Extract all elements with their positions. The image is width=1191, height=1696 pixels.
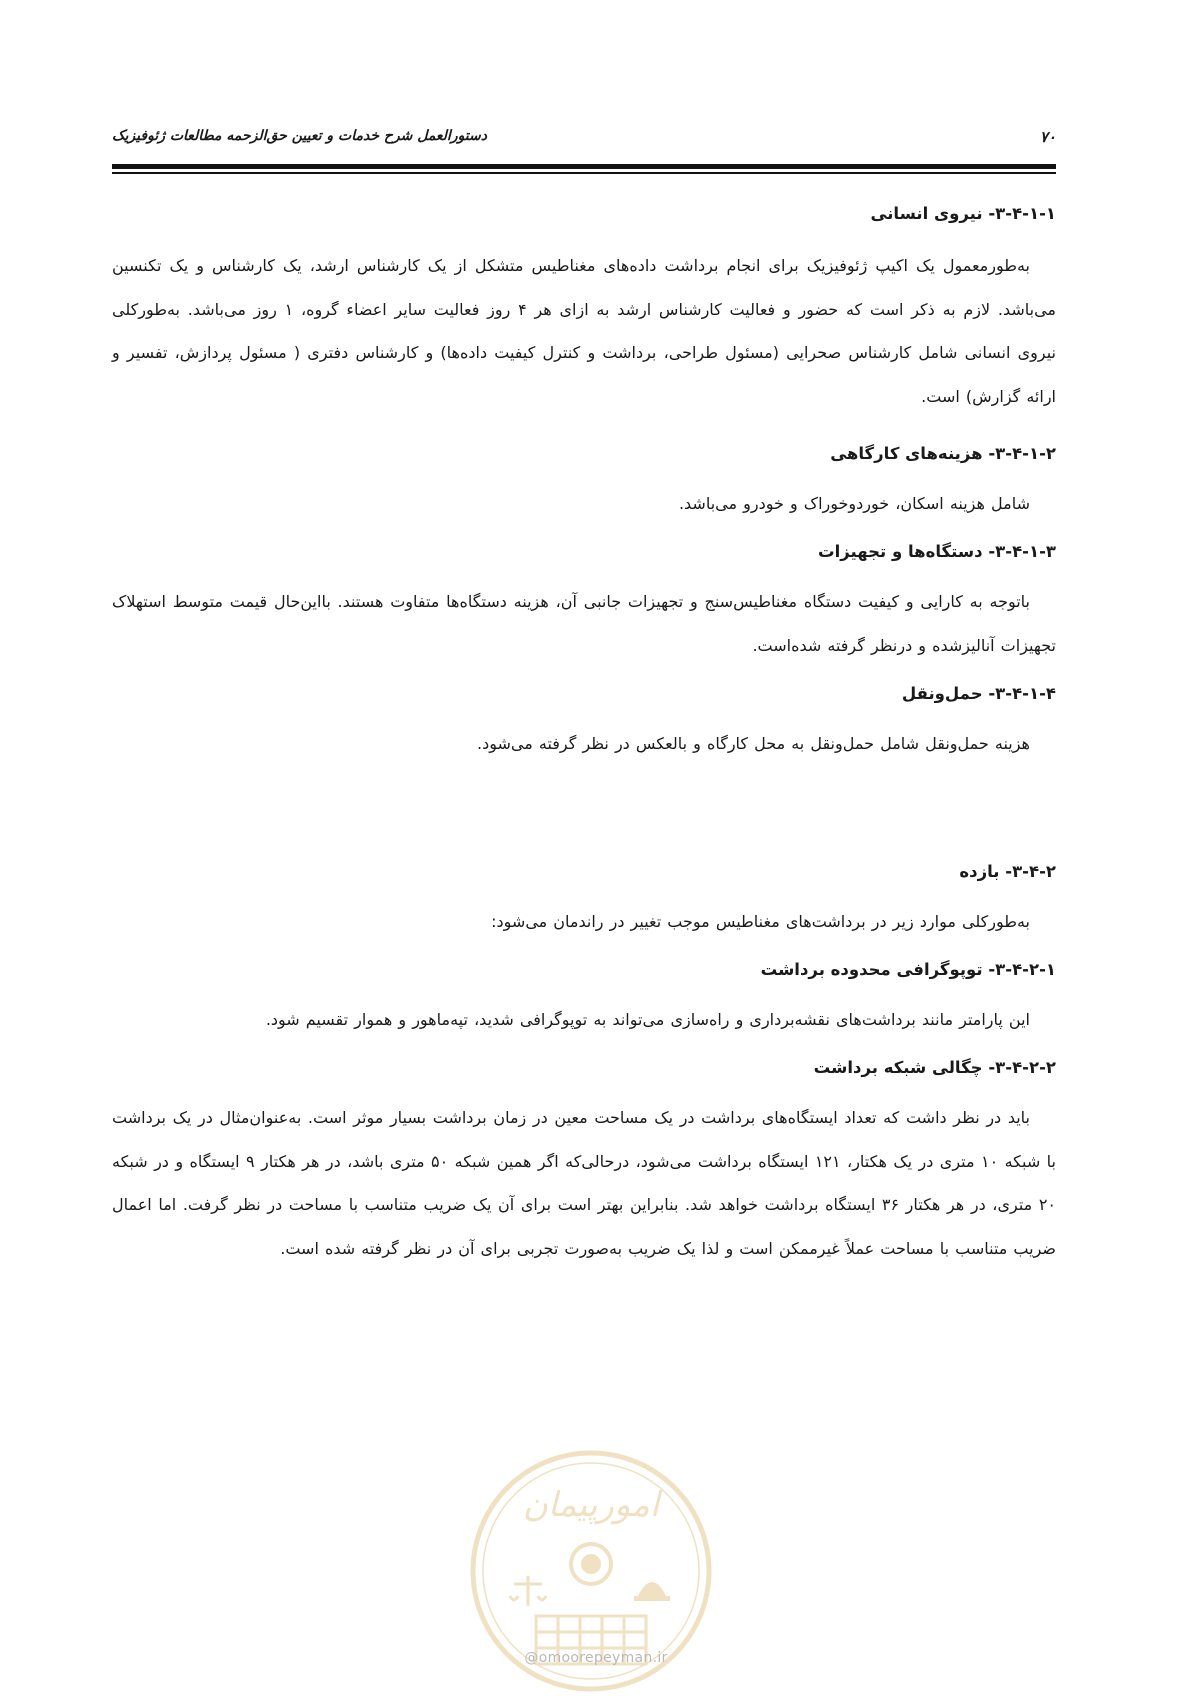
section-paragraph: باتوجه به کارایی و کیفیت دستگاه مغناطیس‌سنج و تجهیزات جانبی آن، هزینه دستگاه‌ها متفاوت هستند. بااین‌حال قیمت متوسط استهلاک تجهیزات آنالیزشده و درنظر گرفته شده‌است.	[112, 592, 1056, 655]
header-divider-thin	[112, 172, 1056, 174]
section-heading: ۳-۴-۱-۳- دستگاه‌ها و تجهیزات	[818, 542, 1056, 561]
section-paragraph: باید در نظر داشت که تعداد ایستگاه‌های برداشت در یک مساحت معین در زمان برداشت بسیار موثر است. به‌عنوان‌مثال در یک برداشت با شبکه ۱۰ متری در یک هکتار، ۱۲۱ ایستگاه برداشت می‌شود، درحالی‌که اگر همین شبکه ۵۰ متری باشد، در هر هکتار ۹ ایستگاه و در شبکه ۲۰ متری، در هر هکتار ۳۶ ایستگاه برداشت خواهد شد. بنابراین بهتر است برای آن یک ضریب متناسب با مساحت در نظر گرفت. اما اعمال ضریب متناسب با مساحت عملاً غیرممکن است و لذا یک ضریب به‌صورت تجربی برای آن در نظر گرفته شده است.	[112, 1108, 1057, 1258]
page-number: ۷۰	[1039, 128, 1056, 146]
section-paragraph: این پارامتر مانند برداشت‌های نقشه‌برداری و راه‌سازی می‌تواند به توپوگرافی شدید، تپه‌ماهور و هموار تقسیم شود.	[265, 1010, 1030, 1029]
section-site-costs	[112, 438, 1056, 526]
section-transport	[112, 678, 1056, 766]
section-paragraph: به‌طورمعمول یک اکیپ ژئوفیزیک برای انجام برداشت داده‌های مغناطیس متشکل از یک کارشناس ارشد، یک کارشناس و یک تکنسین می‌باشد. لازم به ذکر است که حضور و فعالیت کارشناس ارشد به ازای هر ۴ روز فعالیت سایر اعضاء گروه، ۱ روز می‌باشد. به‌طورکلی نیروی انسانی شامل کارشناس صحرایی (مسئول طراحی، برداشت و کنترل کیفیت داده‌ها) و کارشناس دفتری ( مسئول پردازش، تفسیر و ارائه گزارش) است.	[112, 256, 1056, 406]
section-human-resources	[112, 198, 1056, 418]
page-header	[112, 128, 1056, 160]
running-title: دستورالعمل شرح خدمات و تعیین حق‌الزحمه مطالعات ژئوفیزیک	[112, 128, 487, 144]
section-heading: ۳-۴-۱-۱- نیروی انسانی	[870, 204, 1056, 223]
section-heading: ۳-۴-۲-۱- توپوگرافی محدوده برداشت	[760, 960, 1056, 979]
section-paragraph: هزینه حمل‌ونقل شامل حمل‌ونقل به محل کارگاه و بالعکس در نظر گرفته می‌شود.	[477, 734, 1030, 753]
hardhat-icon	[634, 1582, 670, 1601]
section-heading: ۳-۴-۱-۴- حمل‌ونقل	[901, 684, 1056, 703]
gear-icon	[571, 1544, 611, 1584]
watermark-url: @omoorepeyman.ir	[524, 1650, 668, 1666]
section-topography	[112, 954, 1056, 1042]
header-divider	[112, 164, 1056, 169]
section-heading: ۳-۴-۲-۲- چگالی شبکه برداشت	[813, 1058, 1056, 1077]
section-heading: ۳-۴-۱-۲- هزینه‌های کارگاهی	[830, 444, 1056, 463]
section-paragraph: به‌طورکلی موارد زیر در برداشت‌های مغناطیس موجب تغییر در راندمان می‌شود:	[491, 912, 1030, 931]
logo-script-text	[523, 1485, 663, 1525]
section-equipment	[112, 536, 1056, 667]
scales-icon	[510, 1576, 546, 1606]
section-heading: ۳-۴-۲- بازده	[959, 862, 1056, 881]
svg-text:امورپیمان: امورپیمان	[522, 1485, 660, 1525]
section-paragraph: شامل هزینه اسکان، خوردوخوراک و خودرو می‌باشد.	[678, 494, 1030, 513]
section-efficiency	[112, 856, 1056, 944]
section-grid-density	[112, 1052, 1056, 1270]
